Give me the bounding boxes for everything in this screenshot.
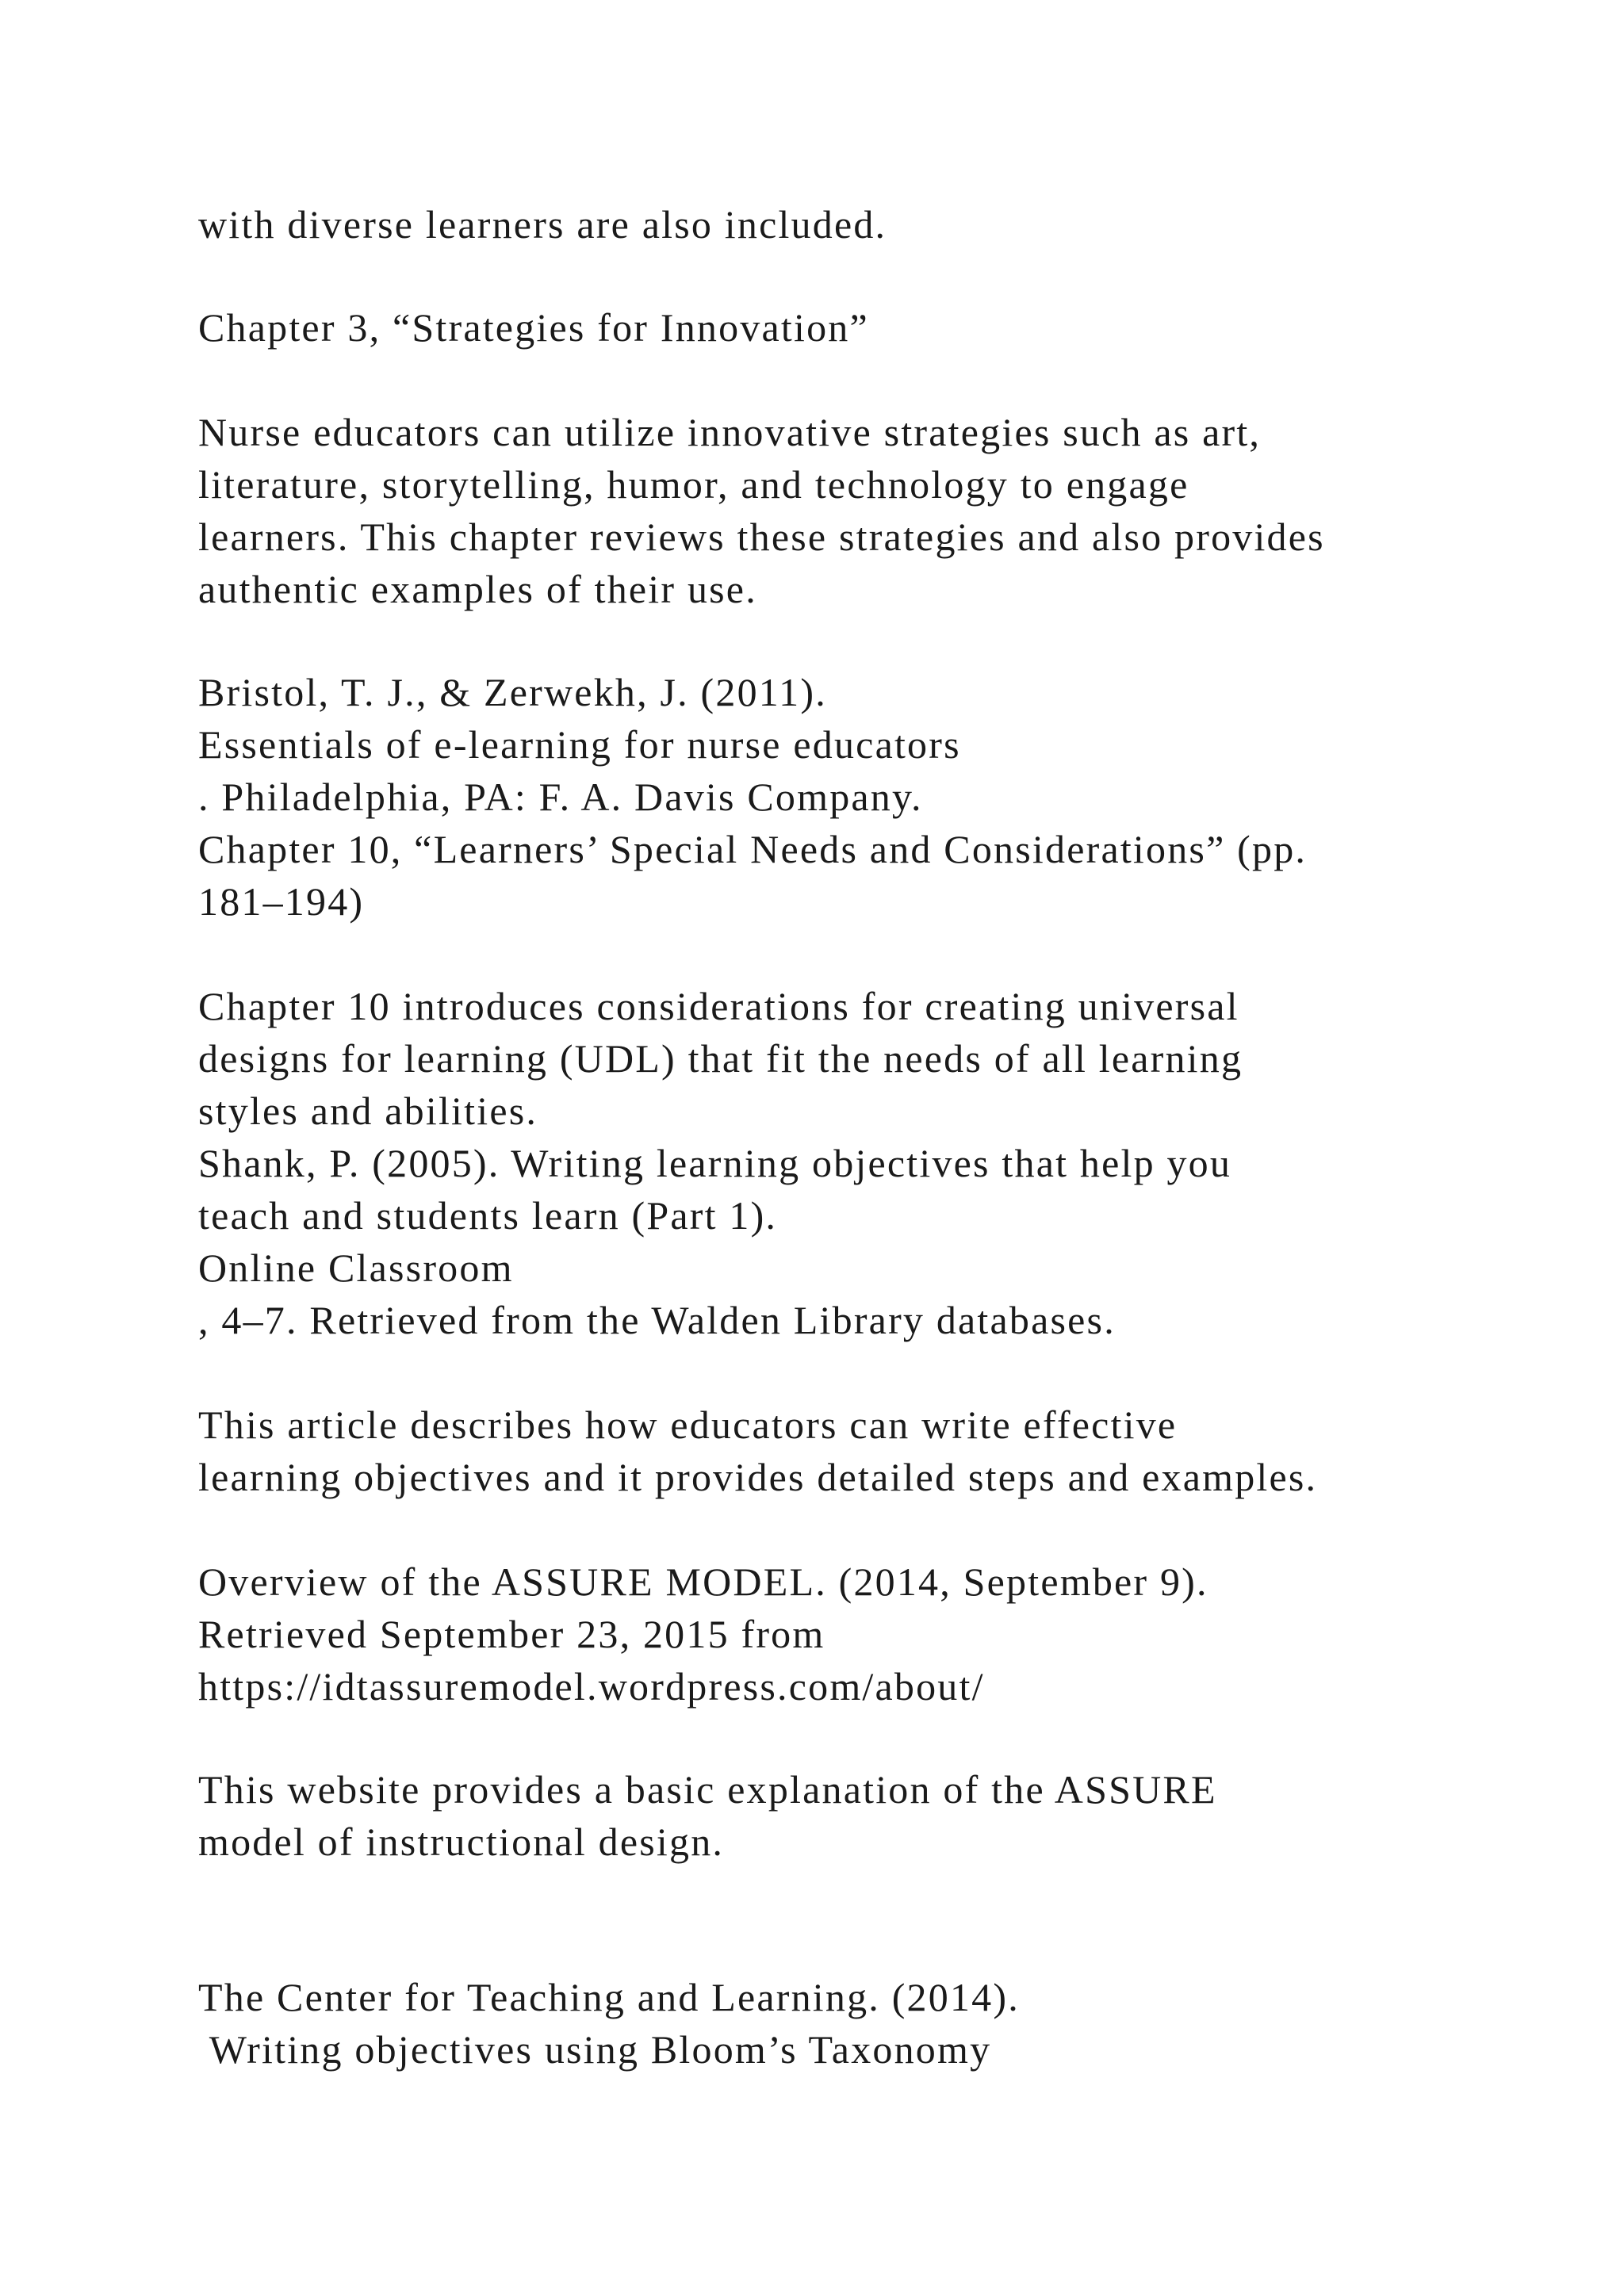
text-line-with-diverse-learners: with diverse learners are also included. bbox=[198, 202, 887, 247]
text-line-article-describes: This article describes how educators can write effective bbox=[198, 1402, 1178, 1447]
text-line-chapter-10-intro: Chapter 10 introduces considerations for creating universal bbox=[198, 984, 1239, 1028]
citation-assure-url: https://idtassuremodel.wordpress.com/about/ bbox=[198, 1664, 985, 1709]
citation-blooms-taxonomy: Writing objectives using Bloom’s Taxonomy bbox=[198, 2027, 992, 2072]
text-line-learning-objectives: learning objectives and it provides detailed steps and examples. bbox=[198, 1455, 1318, 1499]
text-line-learners: learners. This chapter reviews these strategies and also provides bbox=[198, 515, 1325, 559]
text-line-website-provides: This website provides a basic explanation of the ASSURE bbox=[198, 1767, 1217, 1812]
text-line-literature: literature, storytelling, humor, and technology to engage bbox=[198, 462, 1189, 507]
citation-shank-journal: Online Classroom bbox=[198, 1246, 514, 1290]
text-line-styles-and-abilities: styles and abilities. bbox=[198, 1089, 538, 1133]
citation-assure-retrieved: Retrieved September 23, 2015 from bbox=[198, 1612, 825, 1656]
citation-center-for-teaching: The Center for Teaching and Learning. (2014). bbox=[198, 1975, 1020, 2019]
citation-shank-title: teach and students learn (Part 1). bbox=[198, 1193, 778, 1238]
citation-shank-retrieved: , 4–7. Retrieved from the Walden Library databases. bbox=[198, 1298, 1116, 1342]
citation-bristol: Bristol, T. J., & Zerwekh, J. (2011). bbox=[198, 670, 827, 714]
citation-bristol-publisher: . Philadelphia, PA: F. A. Davis Company. bbox=[198, 775, 923, 819]
text-line-designs-for-learning: designs for learning (UDL) that fit the needs of all learning bbox=[198, 1036, 1243, 1081]
text-line-nurse-educators: Nurse educators can utilize innovative strategies such as art, bbox=[198, 410, 1262, 454]
citation-bristol-title: Essentials of e-learning for nurse educators bbox=[198, 722, 961, 767]
text-line-model-of-instructional-design: model of instructional design. bbox=[198, 1820, 725, 1864]
citation-bristol-pages: 181–194) bbox=[198, 879, 365, 924]
citation-bristol-chapter: Chapter 10, “Learners’ Special Needs and Considerations” (pp. bbox=[198, 827, 1308, 871]
citation-shank: Shank, P. (2005). Writing learning objectives that help you bbox=[198, 1141, 1232, 1185]
citation-assure-model: Overview of the ASSURE MODEL. (2014, September 9). bbox=[198, 1559, 1208, 1604]
text-line-authentic-examples: authentic examples of their use. bbox=[198, 567, 757, 611]
chapter-3-heading: Chapter 3, “Strategies for Innovation” bbox=[198, 305, 869, 350]
